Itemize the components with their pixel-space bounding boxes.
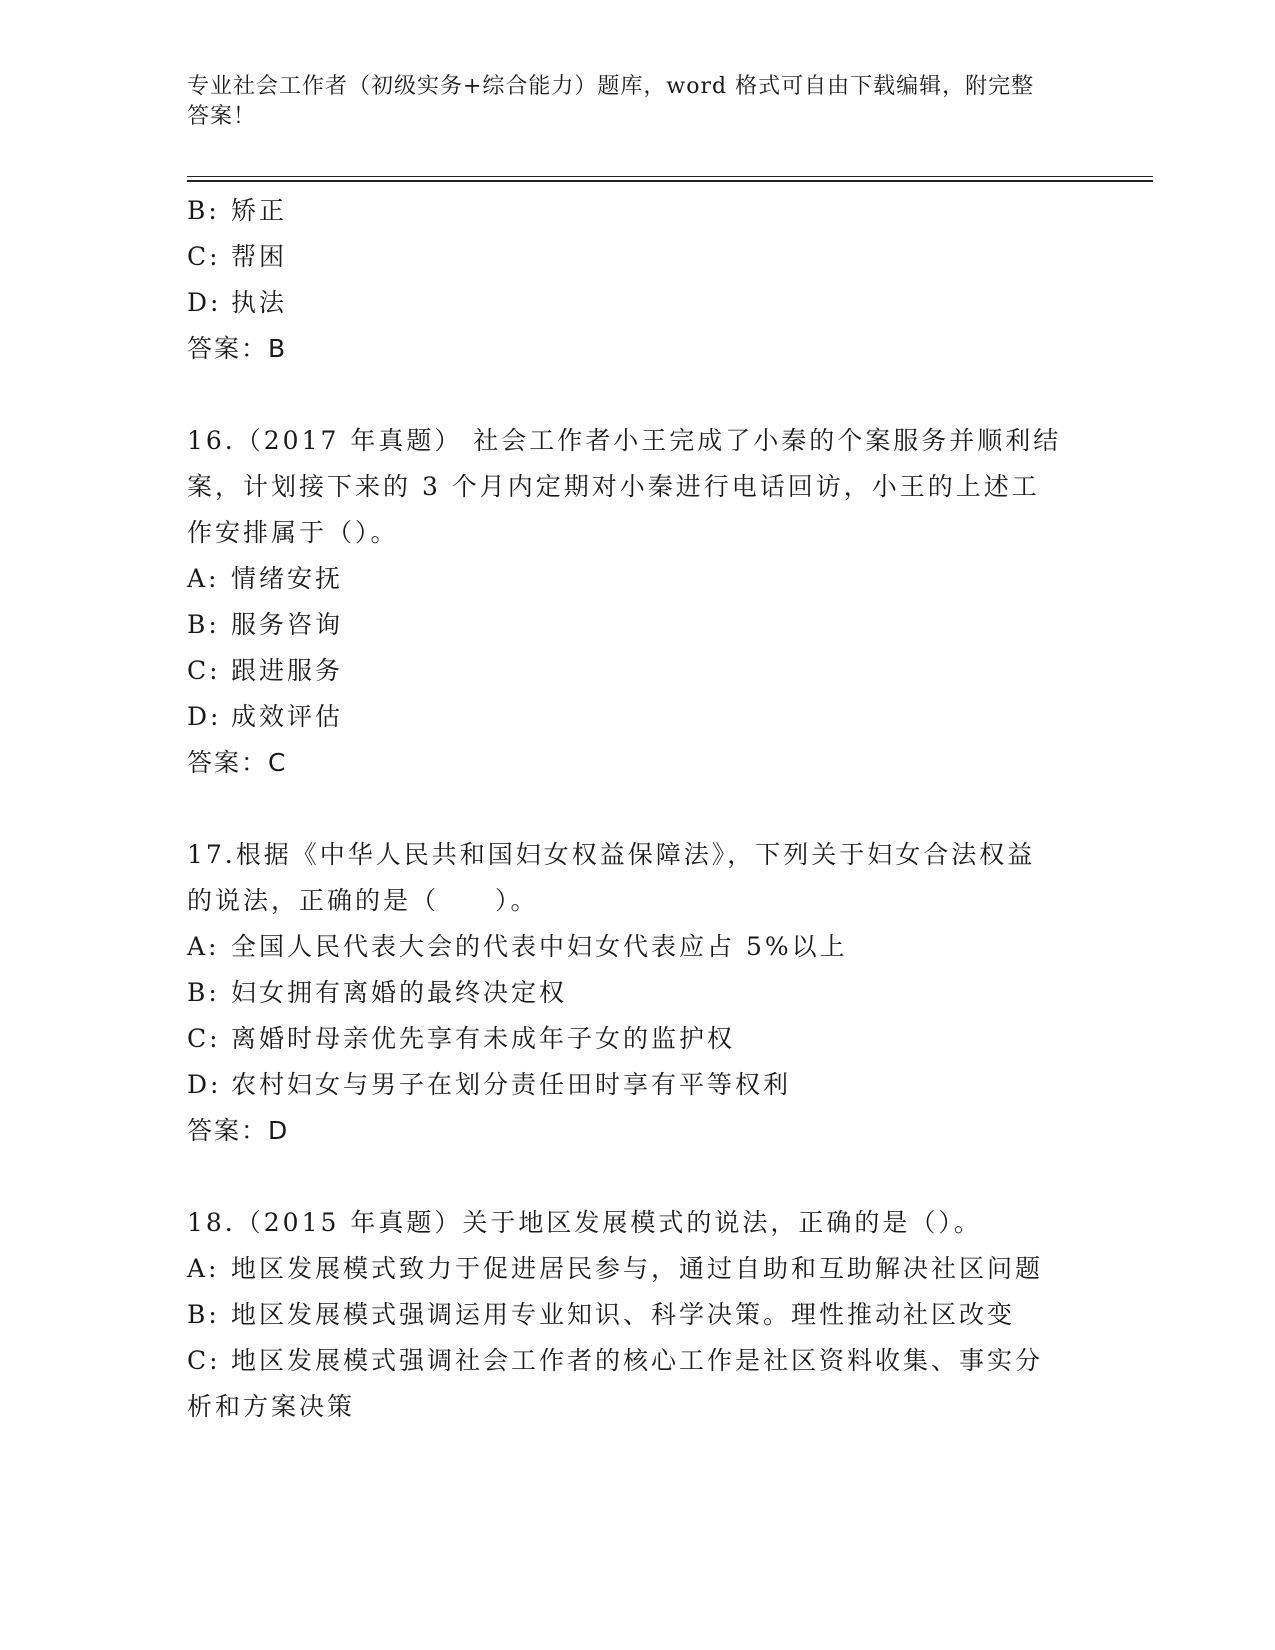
question-stem-line: 16.（2017 年真题） 社会工作者小王完成了小秦的个案服务并顺利结: [187, 426, 1062, 455]
question-15-tail: [187, 188, 1087, 372]
header-line-1: 专业社会工作者（初级实务+综合能力）题库，word 格式可自由下载编辑，附完整: [187, 74, 1035, 99]
option-b: B: 矫正: [187, 196, 288, 225]
answer-line: 答案：D: [187, 1116, 290, 1145]
option-c: C: 帮困: [187, 242, 288, 271]
question-stem-line: 作安排属于（）。: [187, 518, 399, 547]
header-divider-thin: [187, 176, 1153, 177]
question-list: [187, 188, 1087, 1430]
question-stem-line: 案，计划接下来的 3 个月内定期对小秦进行电话回访，小王的上述工: [187, 472, 1040, 501]
option-c: C: 跟进服务: [187, 656, 344, 685]
option-b: B: 服务咨询: [187, 610, 344, 639]
option-d: D: 执法: [187, 288, 288, 317]
option-c: C: 地区发展模式强调社会工作者的核心工作是社区资料收集、事实分: [187, 1346, 1044, 1375]
option-a: A: 情绪安抚: [187, 564, 344, 593]
question-17: [187, 832, 1087, 1154]
header-line-2: 答案！: [187, 104, 257, 129]
question-stem-line: 18.（2015 年真题）关于地区发展模式的说法，正确的是（）。: [187, 1208, 982, 1237]
option-c-continuation: 析和方案决策: [187, 1392, 356, 1421]
document-header: [187, 72, 1087, 132]
option-a: A: 地区发展模式致力于促进居民参与，通过自助和互助解决社区问题: [187, 1254, 1044, 1283]
answer-line: 答案：C: [187, 748, 288, 777]
option-d: D: 成效评估: [187, 702, 344, 731]
option-b: B: 地区发展模式强调运用专业知识、科学决策。理性推动社区改变: [187, 1300, 1016, 1329]
option-a: A: 全国人民代表大会的代表中妇女代表应占 5%以上: [187, 932, 848, 961]
question-16: [187, 418, 1087, 786]
option-b: B: 妇女拥有离婚的最终决定权: [187, 978, 568, 1007]
option-d: D: 农村妇女与男子在划分责任田时享有平等权利: [187, 1070, 792, 1099]
question-stem-line: 17.根据《中华人民共和国妇女权益保障法》，下列关于妇女合法权益: [187, 840, 1036, 869]
question-stem-line: 的说法，正确的是（ ）。: [187, 886, 539, 915]
answer-line: 答案：B: [187, 334, 288, 363]
option-c: C: 离婚时母亲优先享有未成年子女的监护权: [187, 1024, 736, 1053]
header-divider-thick: [187, 180, 1153, 182]
question-18: [187, 1200, 1087, 1430]
